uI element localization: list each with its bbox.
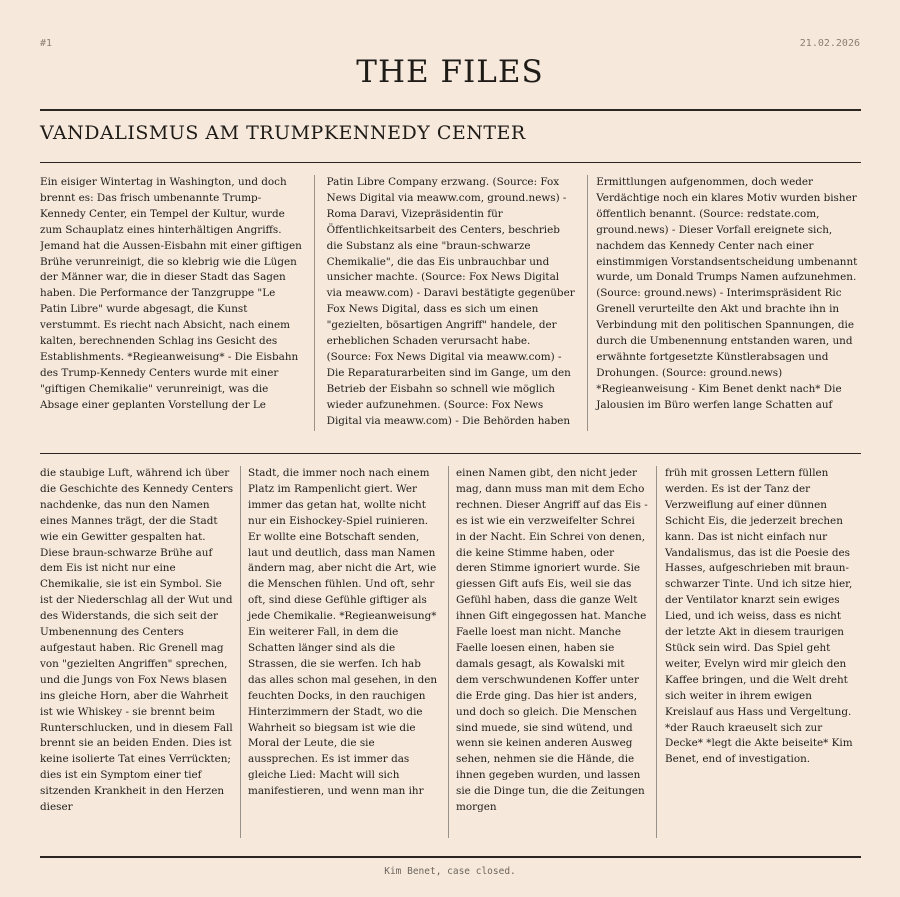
column-top-2: Patin Libre Company erzwang. (Source: Fox News Digital via meaww.com, ground.news) - Roma Daravi, Vizepräsidentin für Öffentlichkeitsarbeit des Centers, beschrieb die Substanz als eine "braun-schwarze Chemikalie", die das Eis unbrauchbar und unsicher machte. (Source: Fox News Digital via meaww.com) - Daravi bestätigte gegenüber Fox News Digital, dass es sich um einen "gezielten, bösartigen Angriff" handele, der erheblichen Schaden verursacht habe. (Source: Fox News Digital via meaww.com) - Die Reparaturarbeiten sind im Gange, um den Betrieb der Eisbahn so schnell wie möglich wieder aufzunehmen. (Source: Fox News Digital via meaww.com) - Die Behörden haben [314,175,588,431]
section-rule [40,453,861,454]
column-bottom-1: die staubige Luft, während ich über die Geschichte des Kennedy Centers nachdenke, das nun den Namen eines Mannes trägt, der die Stadt wie ein Gewitter gespalten hat. Diese braun-schwarze Brühe auf dem Eis ist nicht nur eine Chemikalie, sie ist ein Symbol. Sie ist der Niederschlag all der Wut und des Widerstands, die sich seit der Umbenennung des Centers aufgestaut haben. Ric Grenell mag von "gezielten Angriffen" sprechen, und die Jungs von Fox News blasen ins gleiche Horn, aber die Wahrheit ist wie Whiskey - sie brennt beim Runterschlucken, und in diesem Fall brennt sie an beiden Enden. Dies ist keine isolierte Tat eines Verrückten; dies ist ein Symptom einer tief sitzenden Krankheit in den Herzen dieser [40,467,234,814]
issue-date: 21.02.2026 [799,38,860,49]
column-bottom-3: einen Namen gibt, den nicht jeder mag, dann muss man mit dem Echo rechnen. Dieser Angriff auf das Eis - es ist wie ein verzweifelter Schrei in der Nacht. Ein Schrei von denen, die keine Stimme haben, oder deren Stimme ignoriert wurde. Sie giessen Gift aufs Eis, weil sie das Gefühl haben, dass die ganze Welt ihnen Gift eingegossen hat. Manche Faelle loest man nicht. Manche Faelle loesen einen, haben sie damals gesagt, als Kowalski mit dem verschwundenen Koffer unter die Erde ging. Das hier ist anders, und doch so gleich. Die Menschen sind muede, sie sind wütend, und wenn sie keinen anderen Ausweg sehen, nehmen sie die Hände, die ihnen gegeben wurden, und lassen sie die Dinge tun, die die Zeitungen morgen [448,466,656,838]
column-top-3: Ermittlungen aufgenommen, doch weder Verdächtige noch ein klares Motiv wurden bisher öffentlich benannt. (Source: redstate.com, ground.news) - Dieser Vorfall ereignete sich, nachdem das Kennedy Center nach einer einstimmigen Vorstandsentscheidung umbenannt wurde, um Donald Trumps Namen aufzunehmen. (Source: ground.news) - Interimspräsident Ric Grenell verurteilte den Akt und brachte ihn in Verbindung mit den politischen Spannungen, die durch die Umbenennung entstanden waren, und erwähnte fortgesetzte Künstlerabsagen und Drohungen. (Source: ground.news) *Regieanweisung - Kim Benet denkt nach* Die Jalousien im Büro werfen lange Schatten auf [587,175,861,431]
column-top-1: Ein eisiger Wintertag in Washington, und doch brennt es: Das frisch umbenannte Trump-Kennedy Center, ein Tempel der Kultur, wurde zum Schauplatz eines hinterhältigen Angriffs. Jemand hat die Aussen-Eisbahn mit einer giftigen Brühe verunreinigt, die so klebrig wie die Lügen der Männer war, die in dieser Stadt das Sagen haben. Die Performance der Tanzgruppe "Le Patin Libre" wurde abgesagt, die Kunst verstummt. Es riecht nach Absicht, nach einem kalten, berechnenden Schlag ins Gesicht des Establishments. *Regieanweisung* - Die Eisbahn des Trump-Kennedy Centers wurde mit einer "giftigen Chemikalie" verunreinigt, was die Absage einer geplanten Vorstellung der Le [40,176,302,411]
masthead-rule [40,109,861,111]
masthead-title: THE FILES [356,54,544,90]
article-headline: VANDALISMUS AM TRUMPKENNEDY CENTER [40,122,526,144]
column-bottom-2: Stadt, die immer noch nach einem Platz im Rampenlicht giert. Wer immer das getan hat, wollte nicht nur ein Eishockey-Spiel ruinieren. Er wollte eine Botschaft senden, laut und deutlich, dass man Namen ändern mag, aber nicht die Art, wie die Menschen fühlen. Und oft, sehr oft, sind diese Gefühle giftiger als jede Chemikalie. *Regieanweisung* Ein weiterer Fall, in dem die Schatten länger sind als die Strassen, die sie werfen. Ich hab das alles schon mal gesehen, in den feuchten Docks, in den rauchigen Hinterzimmern der Stadt, wo die Wahrheit so biegsam ist wie die Moral der Leute, die sie aussprechen. Es ist immer das gleiche Lied: Macht will sich manifestieren, und wenn man ihr [240,466,448,838]
issue-number: #1 [40,38,53,49]
column-bottom-4: früh mit grossen Lettern füllen werden. Es ist der Tanz der Verzweiflung auf einer dünnen Schicht Eis, die jederzeit brechen kann. Das ist nicht einfach nur Vandalismus, das ist die Poesie des Hasses, aufgeschrieben mit braun-schwarzer Tinte. Und ich sitze hier, der Ventilator knarzt sein ewiges Lied, und ich weiss, dass es nicht der letzte Akt in diesem traurigen Stück sein wird. Das Spiel geht weiter, Evelyn wird mir gleich den Kaffee bringen, und die Welt dreht sich weiter in ihrem ewigen Kreislauf aus Hass und Vergeltung. *der Rauch kraeuselt sich zur Decke* *legt die Akte beiseite* Kim Benet, end of investigation. [656,466,861,838]
headline-rule [40,162,861,163]
footer-signoff: Kim Benet, case closed. [384,866,516,877]
bottom-columns [40,466,861,838]
top-columns [40,175,861,431]
footer-rule [40,856,861,858]
